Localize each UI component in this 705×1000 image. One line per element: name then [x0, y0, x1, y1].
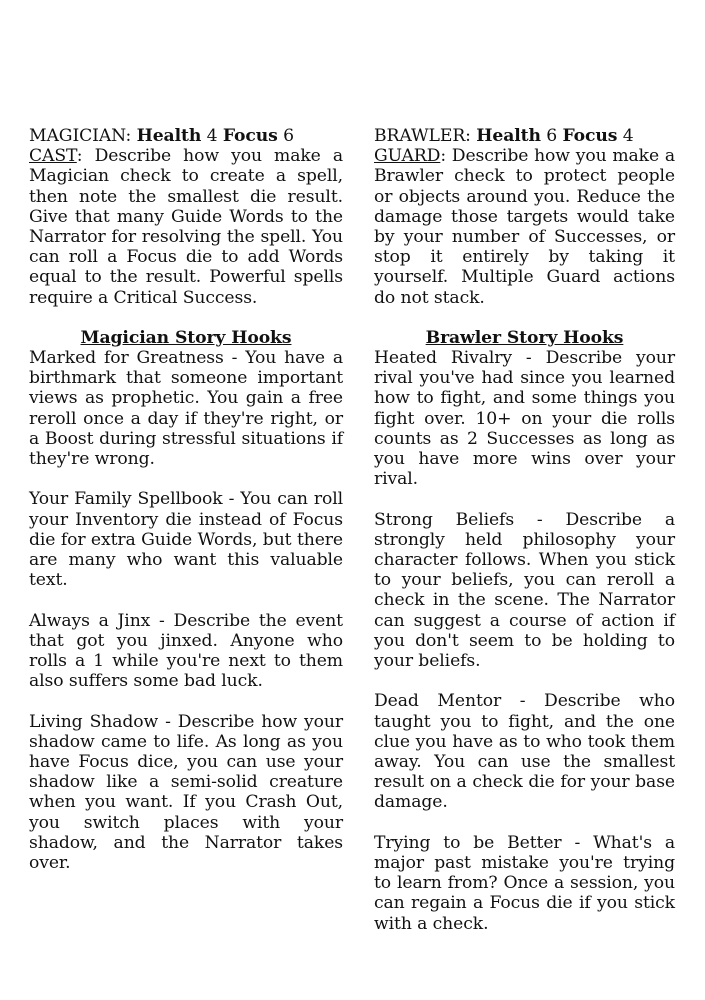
magician-focus-value: 6 [283, 126, 294, 146]
brawler-column [374, 126, 675, 934]
magician-stats-header [29, 126, 343, 146]
brawler-hooks-title: Brawler Story Hooks [425, 327, 624, 348]
magician-hook: Marked for Greatness - You have a birthmark that someone important views as prophetic. You gain a free reroll once a day if they're right, or a Boost during stressful situations if they're wrong. [29, 348, 343, 470]
magician-class-label: MAGICIAN: [29, 126, 132, 146]
magician-hook: Always a Jinx - Describe the event that got you jinxed. Anyone who rolls a 1 while you're next to them also suffers some bad luck. [29, 610, 343, 692]
magician-ability-text: : Describe how you make a Magician check to create a spell, then note the smallest die result. Give that many Guide Words to the Narrator for resolving the spell. You can roll a Focus die to add Words equal to the result. Powerful spells require a Critical Success. [29, 146, 343, 308]
magician-column [29, 126, 343, 873]
magician-health-value: 4 [206, 126, 218, 146]
brawler-health-label: Health [476, 126, 541, 146]
brawler-class-label: BRAWLER: [374, 126, 471, 146]
magician-health-label: Health [136, 126, 202, 146]
magician-hook: Your Family Spellbook - You can roll your Inventory die instead of Focus die for extra Guide Words, but there are many who want this valuable text. [29, 489, 343, 591]
magician-focus-label: Focus [222, 126, 278, 146]
brawler-ability [374, 146, 675, 308]
brawler-focus-label: Focus [562, 126, 618, 146]
brawler-hook: Strong Beliefs - Describe a strongly held philosophy your character follows. When you stick to your beliefs, you can reroll a check in the scene. The Narrator can suggest a course of action if you don't seem to be holding to your beliefs. [374, 509, 675, 672]
brawler-hook: Dead Mentor - Describe who taught you to fight, and the one clue you have as to who took them away. You can use the smallest result on a check die for your base damage. [374, 691, 675, 813]
brawler-ability-name: GUARD [374, 146, 441, 167]
magician-hook: Living Shadow - Describe how your shadow came to life. As long as you have Focus dice, you can use your shadow like a semi-solid creature when you want. If you Crash Out, you switch places with your shadow, and the Narrator takes over. [29, 711, 343, 874]
brawler-focus-value: 4 [622, 126, 634, 146]
brawler-stats-header [374, 126, 675, 146]
magician-ability [29, 146, 343, 308]
brawler-health-value: 6 [546, 126, 558, 146]
brawler-hook: Trying to be Better - What's a major past mistake you're trying to learn from? Once a session, you can regain a Focus die if you stick with a check. [374, 832, 675, 934]
brawler-hook: Heated Rivalry - Describe your rival you've had since you learned how to fight, and some things you fight over. 10+ on your die rolls counts as 2 Successes as long as you have more wins over your rival. [374, 348, 675, 490]
magician-hooks-title: Magician Story Hooks [80, 327, 292, 348]
magician-ability-name: CAST [29, 146, 77, 167]
brawler-ability-text: : Describe how you make a Brawler check to protect people or objects around you. Reduce the damage those targets would take by your number of Successes, or stop it entirely by taking it yourself. Multiple Guard actions do not stack. [374, 146, 675, 308]
